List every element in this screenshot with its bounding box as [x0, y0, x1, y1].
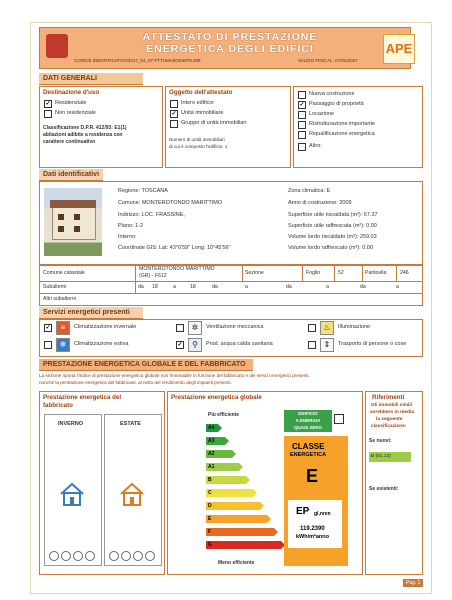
- house-winter-icon: [59, 481, 85, 507]
- sub-a-2: a: [245, 284, 248, 290]
- trasporto-checkbox[interactable]: [308, 341, 316, 349]
- riqualificazione-checkbox[interactable]: [298, 131, 306, 139]
- destinazione-title: Destinazione d'uso: [43, 89, 100, 96]
- non-residenziale-label: Non residenziale: [55, 110, 96, 116]
- clima-inv-label: Climatizzazione invernale: [74, 324, 137, 330]
- air-conditioner-icon: ❄: [56, 338, 70, 352]
- comune-catastale-label: Comune catastale: [43, 270, 85, 276]
- title-line1: ATTESTATO DI PRESTAZIONE: [142, 31, 318, 43]
- light-bulb-icon: ♨: [320, 321, 334, 335]
- particella-value: 246: [400, 270, 409, 276]
- ep-label: EP: [296, 506, 310, 517]
- smiley-icon: [73, 551, 83, 561]
- foglio-label: Foglio: [306, 270, 321, 276]
- sub-da-1: da: [138, 284, 144, 290]
- meno-efficiente-label: Meno efficiente: [218, 560, 255, 566]
- section-prestazione: PRESTAZIONE ENERGETICA GLOBALE E DEL FABBRICATO: [39, 359, 253, 371]
- motivo-box: [293, 86, 423, 168]
- zona-climatica: Zona climatica: E: [288, 188, 331, 194]
- volume-riscaldato: Volume lordo riscaldato (m³): 259.03: [288, 234, 377, 240]
- intero-edificio-label: Intero edificio: [181, 100, 214, 106]
- estate-panel: [104, 414, 162, 566]
- riferimenti-title: Riferimenti: [372, 394, 405, 401]
- energy-class-bar-e: E: [206, 515, 267, 523]
- sub-da-3: da: [286, 284, 292, 290]
- nzeb-line3: QUASI ZERO: [293, 425, 322, 430]
- sub-value-1: 18: [152, 284, 158, 290]
- radiator-icon: ≡: [56, 321, 70, 335]
- title-line2: ENERGETICA DEGLI EDIFICI: [146, 43, 314, 55]
- ristrutturazione-label: Ristrutturazione importante: [309, 121, 376, 127]
- energy-class-bar-b: B: [206, 476, 246, 484]
- energetica-label: ENERGETICA: [290, 452, 327, 458]
- clima-inv-checkbox[interactable]: [44, 324, 52, 332]
- oggetto-box: [165, 86, 291, 168]
- fabbricato-title1: Prestazione energetica del: [43, 394, 122, 401]
- illuminazione-label: Illuminazione: [338, 324, 371, 330]
- altro-checkbox[interactable]: [298, 143, 306, 151]
- destinazione-box: [39, 86, 163, 168]
- sub-a-1: a: [173, 284, 176, 290]
- smiley-icon: [61, 551, 71, 561]
- energy-class-bar-a4: A4: [206, 424, 218, 432]
- numero-unita-line1: Numero di unità immobiliari: [169, 137, 225, 142]
- clima-est-checkbox[interactable]: [44, 341, 52, 349]
- classe-value: E: [306, 466, 319, 486]
- energy-class-bar-a3: A3: [206, 437, 225, 445]
- interno: Interno:: [118, 234, 137, 240]
- oggetto-title: Oggetto dell'attestato: [169, 89, 233, 96]
- trasporto-label: Trasporto di persone o cose: [338, 341, 407, 347]
- smiley-icon: [145, 551, 155, 561]
- acqua-calda-label: Prod. acqua calda sanitaria: [206, 341, 273, 347]
- residenziale-checkbox[interactable]: [44, 100, 52, 108]
- riferimenti-line1: Gli immobili simili: [371, 403, 413, 408]
- se-nuovi-label: Se nuovi:: [369, 438, 392, 444]
- acqua-calda-checkbox[interactable]: [176, 341, 184, 349]
- section-servizi: Servizi energetici presenti: [39, 307, 143, 319]
- prestazione-intro-line1: La sezione riporta l'indice di prestazione energetica globale non rinnovabile in funzione del fabbricato e dei servizi energetici presenti,: [39, 373, 310, 378]
- fabbricato-title2: fabbricato: [43, 402, 73, 409]
- certificate-page: [30, 22, 432, 594]
- certificate-code: CODICE IDENTIFICATIVO2017_04_07-FTTUMA6OE6976.008: [74, 58, 201, 63]
- energy-class-bar-d: D: [206, 502, 260, 510]
- gruppo-unita-label: Gruppo di unità immobiliari: [181, 120, 247, 126]
- sezione-label: Sezione: [245, 270, 264, 276]
- sub-da-4: da: [360, 284, 366, 290]
- nzeb-checkbox[interactable]: [334, 414, 344, 424]
- energy-class-bar-a2: A2: [206, 450, 232, 458]
- catasto-table: [39, 264, 423, 306]
- coordinate-gis: Coordinate GIS: Lat: 43°6'59" Long: 10°45'56": [118, 245, 231, 251]
- clima-est-label: Climatizzazione estiva: [74, 341, 129, 347]
- altro-label: Altro:: [309, 143, 322, 149]
- nuovi-class-badge: [369, 452, 411, 462]
- classificazione-descr1: abitazioni adibite a residenza con: [43, 132, 123, 138]
- class-result-panel: [284, 436, 348, 566]
- ape-logo: APE: [383, 34, 415, 64]
- region-logo-icon: [46, 34, 68, 58]
- comune: Comune: MONTEROTONDO MARITTIMO: [118, 200, 223, 206]
- numero-unita-line2: di cui è composto l'edificio: 1: [169, 144, 228, 149]
- intero-edificio-checkbox[interactable]: [170, 100, 178, 108]
- classe-label: CLASSE: [292, 442, 325, 451]
- smiley-icon: [133, 551, 143, 561]
- non-residenziale-checkbox[interactable]: [44, 110, 52, 118]
- ep-value: 119.2390: [300, 526, 325, 532]
- ep-unit: kWh/m²anno: [296, 534, 329, 540]
- subalterni-label: Subalterni: [43, 284, 67, 290]
- piu-efficiente-label: Più efficiente: [208, 412, 240, 418]
- classificazione-descr2: carattere continuativo: [43, 139, 96, 145]
- residenziale-label: Residenziale: [55, 100, 87, 106]
- unita-immobiliare-label: Unità immobiliare: [181, 110, 224, 116]
- se-esistenti-label: Se esistenti:: [369, 486, 399, 492]
- estate-label: ESTATE: [120, 421, 141, 427]
- classificazione: Classificazione D.P.R. 412/93: E1(1): [43, 125, 127, 131]
- valid-until: VALIDO FINO AL: 07/04/2027: [298, 58, 358, 63]
- energy-class-bar-a1: A1: [206, 463, 239, 471]
- piano: Piano: 1-2: [118, 223, 144, 229]
- ristrutturazione-checkbox[interactable]: [298, 121, 306, 129]
- foglio-value: 52: [338, 270, 344, 276]
- sub-a-4: a: [396, 284, 399, 290]
- nuova-costruzione-checkbox[interactable]: [298, 91, 306, 99]
- riferimenti-line2: avrebbero in media: [370, 410, 414, 415]
- volume-raffrescato: Volume lordo raffrescato (m³): 0.00: [288, 245, 373, 251]
- smiley-icon: [85, 551, 95, 561]
- building-photo: [44, 188, 102, 256]
- globale-title: Prestazione energetica globale: [171, 394, 262, 401]
- locazione-checkbox[interactable]: [298, 111, 306, 119]
- ep-subscript: gl,nren: [314, 511, 331, 517]
- nzeb-line2: A ENERGIA: [295, 418, 321, 423]
- energy-class-bar-f: F: [206, 528, 274, 536]
- indirizzo: Indirizzo: LOC. FRASSINE,: [118, 212, 185, 218]
- ep-box: [288, 500, 342, 548]
- locazione-label: Locazione: [309, 111, 335, 117]
- nuovi-class-value: B (61.13): [371, 454, 391, 459]
- nuova-costruzione-label: Nuova costruzione: [309, 91, 355, 97]
- inverno-label: INVERNO: [58, 421, 84, 427]
- smiley-icon: [49, 551, 59, 561]
- servizi-box: [39, 319, 423, 357]
- smiley-icon: [109, 551, 119, 561]
- sub-a-3: a: [326, 284, 329, 290]
- inverno-panel: [44, 414, 102, 566]
- illuminazione-checkbox[interactable]: [308, 324, 316, 332]
- particella-label: Particella: [365, 270, 387, 276]
- nzeb-badge: [284, 410, 332, 432]
- superficie-riscaldata: Superficie utile riscaldata (m²): 67.37: [288, 212, 378, 218]
- riferimenti-box: [365, 391, 423, 575]
- unita-immobiliare-checkbox[interactable]: [170, 110, 178, 118]
- nzeb-line1: EDIFICIO: [298, 411, 318, 416]
- ventilazione-label: Ventilazione meccanica: [206, 324, 264, 330]
- fabbricato-box: [39, 391, 165, 575]
- passaggio-proprieta-label: Passaggio di proprietà: [309, 101, 364, 107]
- sub-value-2: 18: [190, 284, 196, 290]
- comune-catastale-value2: (GR) - F612: [139, 273, 167, 279]
- energy-class-bar-g: G: [206, 541, 281, 549]
- certificate-header: [39, 27, 411, 69]
- ventilazione-checkbox[interactable]: [176, 324, 184, 332]
- prestazione-intro-line2: nonché la prestazione energetica del fabbricato, al netto del rendimento degli impianti presenti.: [39, 380, 232, 385]
- elevator-icon: ⇕: [320, 338, 334, 352]
- regione: Regione: TOSCANA: [118, 188, 168, 194]
- anno-costruzione: Anno di costruzione: 2009: [288, 200, 352, 206]
- fan-icon: ✲: [188, 321, 202, 335]
- section-dati-generali: DATI GENERALI: [39, 73, 143, 85]
- passaggio-proprieta-checkbox[interactable]: [298, 101, 306, 109]
- energy-class-bar-c: C: [206, 489, 253, 497]
- globale-box: [167, 391, 363, 575]
- smiley-icon: [121, 551, 131, 561]
- sub-da-2: da: [212, 284, 218, 290]
- riferimenti-line3: la seguente: [376, 417, 403, 422]
- section-dati-identificativi: Dati identificativi: [39, 169, 103, 181]
- riqualificazione-label: Riqualificazione energetica: [309, 131, 375, 137]
- superficie-raffrescata: Superficie utile raffrescata (m²): 0.00: [288, 223, 377, 229]
- identificativi-box: [39, 181, 423, 266]
- page-number: Pag. 1: [403, 579, 423, 587]
- shower-icon: ⚲: [188, 338, 202, 352]
- comune-catastale-value1: MONTEROTONDO MARITTIMO: [139, 266, 215, 272]
- riferimenti-line4: classificazione:: [371, 424, 407, 429]
- gruppo-unita-checkbox[interactable]: [170, 120, 178, 128]
- altri-subalterni-label: Altri subalterni: [43, 296, 76, 302]
- house-summer-icon: [119, 481, 145, 507]
